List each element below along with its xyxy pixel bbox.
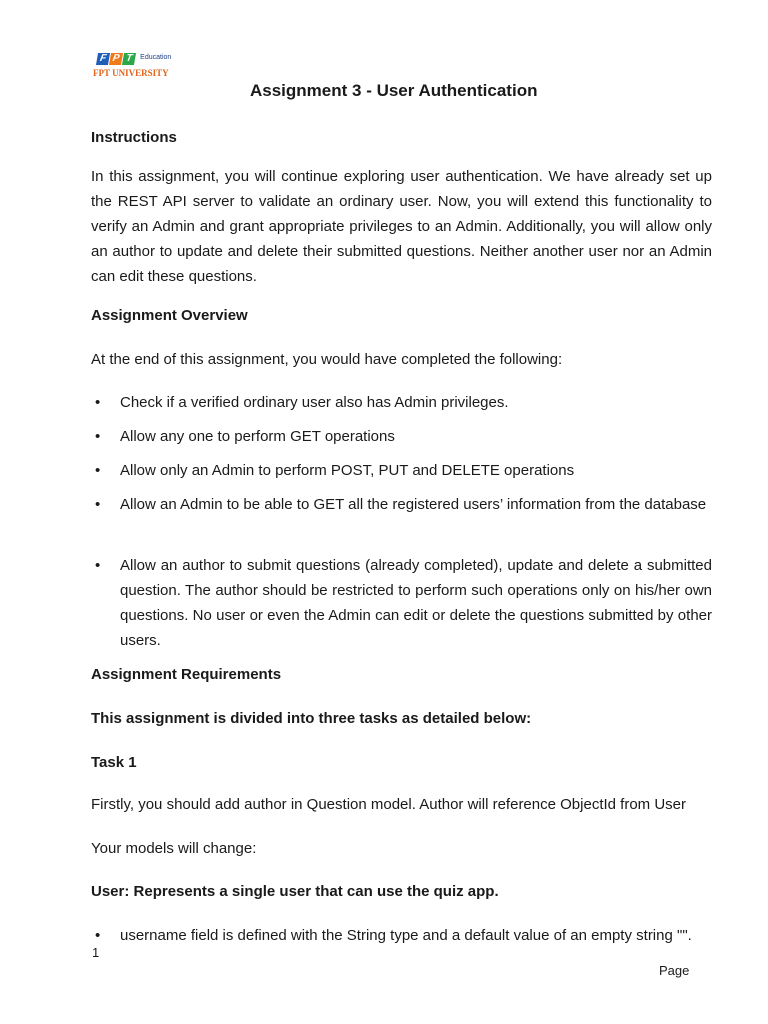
list-item-text: Allow an author to submit questions (already completed), update and delete a submitted question. The author should be restricted to perform such operations only on his/her own questions. No user or even the Admin can edit or delete the questions submitted by other users. bbox=[120, 557, 712, 649]
bullet-icon: • bbox=[95, 428, 101, 445]
list-item bbox=[91, 390, 712, 415]
fpt-university-logo bbox=[93, 46, 188, 82]
logo-letter-t: T bbox=[122, 53, 136, 65]
overview-intro: At the end of this assignment, you would have completed the following: bbox=[91, 351, 563, 368]
bullet-icon: • bbox=[95, 557, 101, 574]
list-item bbox=[91, 458, 712, 483]
logo-university: FPT UNIVERSITY bbox=[93, 68, 169, 78]
user-model-heading: User: Represents a single user that can use the quiz app. bbox=[91, 883, 499, 900]
page-number: 1 bbox=[92, 945, 100, 960]
logo-education: Education bbox=[140, 54, 172, 61]
task1-heading: Task 1 bbox=[91, 754, 137, 771]
logo-letter-p: P bbox=[109, 53, 123, 65]
list-item-text: Allow an Admin to be able to GET all the registered users’ information from the database bbox=[120, 496, 707, 513]
list-item-text: username field is defined with the String type and a default value of an empty string "". bbox=[120, 927, 692, 944]
list-item bbox=[91, 424, 712, 449]
list-item bbox=[91, 492, 712, 517]
overview-heading: Assignment Overview bbox=[91, 307, 248, 324]
list-item-text: Check if a verified ordinary user also has Admin privileges. bbox=[120, 394, 509, 411]
instructions-paragraph: In this assignment, you will continue exploring user authentication. We have already set up the REST API server to validate an ordinary user. Now, you will extend this functionality to verify an Admin and grant appropriate privileges to an Admin. Additionally, you will allow only an author to update and delete their submitted questions. Neither another user nor an Admin can edit these questions. bbox=[91, 168, 712, 285]
list-item bbox=[91, 553, 712, 653]
instructions-heading: Instructions bbox=[91, 129, 177, 146]
bullet-icon: • bbox=[95, 462, 101, 479]
bullet-icon: • bbox=[95, 496, 101, 513]
models-text: Your models will change: bbox=[91, 840, 257, 857]
list-item-text: Allow any one to perform GET operations bbox=[120, 428, 395, 445]
page-label: Page bbox=[659, 963, 690, 978]
logo-letter-f: F bbox=[96, 53, 110, 65]
list-item bbox=[91, 923, 712, 948]
list-item-text: Allow only an Admin to perform POST, PUT and DELETE operations bbox=[120, 462, 575, 479]
requirements-intro: This assignment is divided into three tasks as detailed below: bbox=[91, 710, 532, 727]
page-title: Assignment 3 - User Authentication bbox=[250, 81, 538, 100]
task1-text: Firstly, you should add author in Question model. Author will reference ObjectId from User bbox=[91, 796, 686, 813]
bullet-icon: • bbox=[95, 927, 101, 944]
bullet-icon: • bbox=[95, 394, 101, 411]
requirements-heading: Assignment Requirements bbox=[91, 666, 282, 683]
